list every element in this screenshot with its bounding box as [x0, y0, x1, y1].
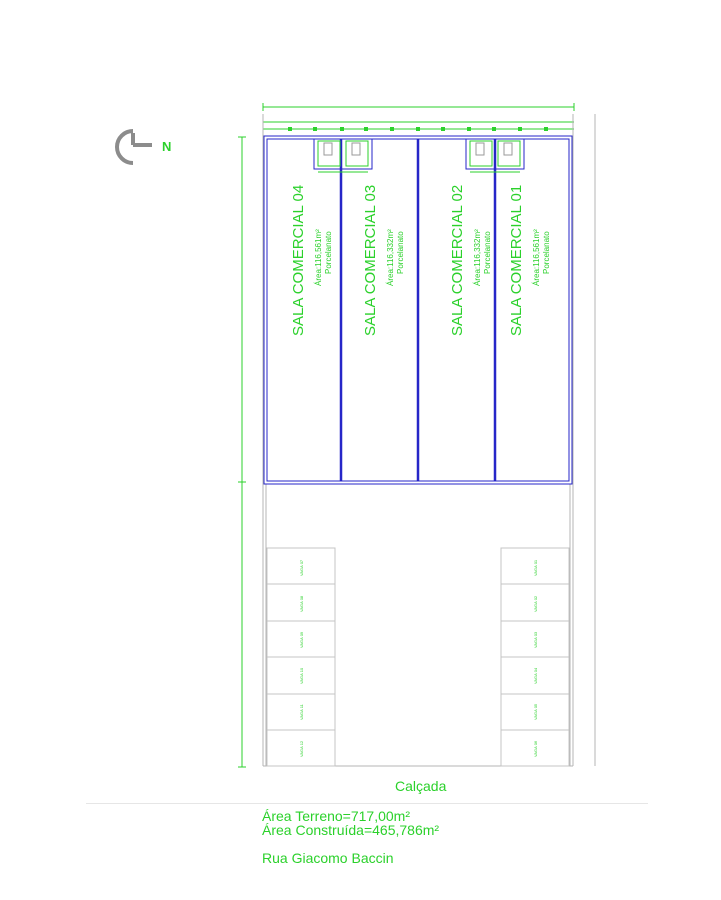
north-arrow-icon: [117, 131, 171, 163]
building-outline: [264, 136, 572, 484]
svg-text:VAGA 05: VAGA 05: [533, 703, 538, 720]
north-label: N: [162, 139, 172, 154]
room-sala-04: [290, 185, 333, 336]
svg-text:VAGA 01: VAGA 01: [533, 559, 538, 576]
parking-spot: [267, 694, 335, 730]
land-area-label: Área Terreno=717,00m²: [262, 808, 410, 824]
room-name: SALA COMERCIAL 01: [508, 184, 525, 336]
room-name: SALA COMERCIAL 02: [449, 184, 466, 336]
built-area-label: Área Construída=465,786m²: [262, 822, 440, 838]
room-area: Área:116,561m²: [314, 229, 323, 286]
svg-text:VAGA 02: VAGA 02: [533, 595, 538, 612]
svg-text:VAGA 11: VAGA 11: [299, 704, 304, 720]
room-floor: Porcelanato: [396, 231, 405, 274]
street-edge-line: [86, 803, 648, 804]
parking-spot: [267, 548, 335, 584]
svg-text:VAGA 07: VAGA 07: [299, 559, 304, 576]
room-sala-03: [362, 185, 405, 336]
street-name-label: Rua Giacomo Baccin: [262, 850, 394, 866]
svg-text:VAGA 08: VAGA 08: [299, 595, 304, 612]
room-name: SALA COMERCIAL 04: [290, 184, 307, 336]
svg-text:VAGA 09: VAGA 09: [299, 631, 304, 648]
svg-text:VAGA 03: VAGA 03: [533, 631, 538, 648]
parking-spot: [501, 694, 569, 730]
svg-text:VAGA 06: VAGA 06: [533, 740, 538, 757]
parking-spot: [501, 548, 569, 584]
bathroom-block-left: [314, 139, 372, 172]
room-area: Área:116,561m²: [532, 229, 541, 286]
parking-spot: [267, 730, 335, 766]
parking-left: [267, 548, 335, 766]
parking-right: [501, 548, 569, 766]
room-sala-01: [508, 185, 551, 336]
svg-text:VAGA 12: VAGA 12: [299, 740, 304, 757]
sidewalk-label: Calçada: [395, 778, 447, 794]
svg-text:VAGA 10: VAGA 10: [299, 667, 304, 684]
room-area: Área:116,332m²: [473, 229, 482, 286]
top-dimension-lines: [263, 103, 574, 129]
parking-spot: [267, 657, 335, 694]
room-floor: Porcelanato: [542, 231, 551, 274]
parking-spot: [501, 657, 569, 694]
parking-spot: [501, 621, 569, 657]
room-sala-02: [449, 185, 492, 336]
parking-spot: [501, 584, 569, 621]
parking-spot: [267, 584, 335, 621]
parking-spot: [501, 730, 569, 766]
svg-text:VAGA 04: VAGA 04: [533, 667, 538, 684]
room-area: Área:116,332m²: [386, 229, 395, 286]
room-floor: Porcelanato: [483, 231, 492, 274]
room-floor: Porcelanato: [324, 231, 333, 274]
room-name: SALA COMERCIAL 03: [362, 184, 379, 336]
parking-spot: [267, 621, 335, 657]
lot-outline: [263, 114, 595, 766]
left-dimension-line: [238, 137, 246, 767]
